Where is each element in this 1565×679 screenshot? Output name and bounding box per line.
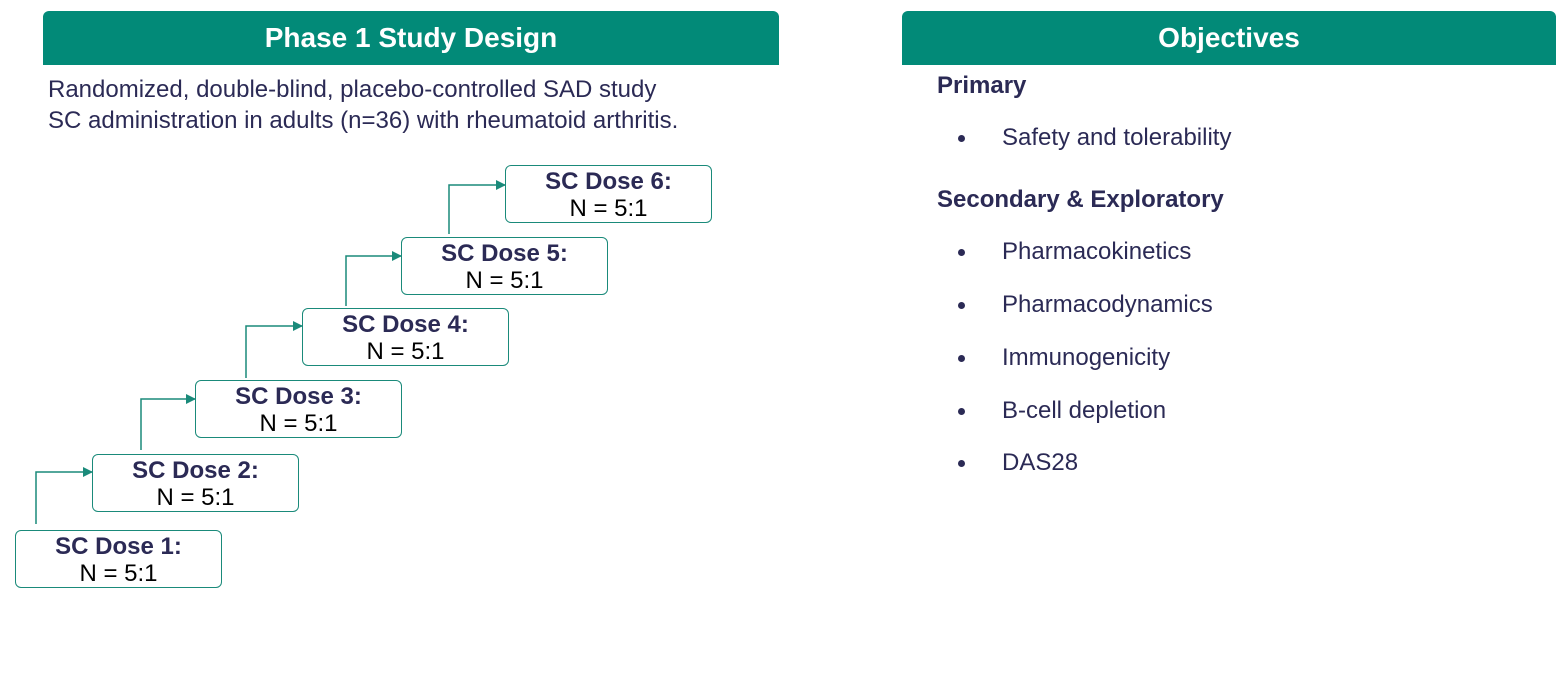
dose-title: SC Dose 2: — [132, 457, 259, 484]
dose-title: SC Dose 6: — [545, 168, 672, 195]
objective-label: DAS28 — [1002, 449, 1079, 476]
dose-ratio: N = 5:1 — [156, 484, 235, 511]
secondary-heading: Secondary & Exploratory — [937, 186, 1224, 213]
dose-box-4 — [302, 308, 509, 366]
primary-heading: Primary — [937, 72, 1027, 99]
dose-title: SC Dose 4: — [342, 311, 469, 338]
connector-2-to-3 — [141, 399, 195, 450]
dose-box-6 — [505, 165, 712, 223]
bullet-icon — [958, 355, 965, 362]
bullet-icon — [958, 460, 965, 467]
connector-5-to-6 — [449, 185, 505, 234]
objective-item — [958, 449, 1078, 477]
dose-box-3 — [195, 380, 402, 438]
study-design-banner: Phase 1 Study Design — [43, 11, 779, 65]
bullet-icon — [958, 249, 965, 256]
objective-item — [958, 291, 1213, 319]
objective-item — [958, 124, 1231, 152]
dose-title: SC Dose 3: — [235, 383, 362, 410]
dose-title: SC Dose 5: — [441, 240, 568, 267]
intro-line-2: SC administration in adults (n=36) with rheumatoid arthritis. — [48, 107, 679, 134]
intro-line-1: Randomized, double-blind, placebo-controlled SAD study — [48, 76, 657, 103]
objective-label: Immunogenicity — [1002, 344, 1171, 371]
objective-label: B-cell depletion — [1002, 397, 1167, 424]
dose-box-2 — [92, 454, 299, 512]
objective-item — [958, 397, 1166, 425]
dose-ratio: N = 5:1 — [366, 338, 445, 365]
objective-item — [958, 344, 1170, 372]
objective-label: Safety and tolerability — [1002, 124, 1232, 151]
dose-box-1 — [15, 530, 222, 588]
connector-3-to-4 — [246, 326, 302, 378]
objectives-banner: Objectives — [902, 11, 1556, 65]
dose-box-5 — [401, 237, 608, 295]
bullet-icon — [958, 408, 965, 415]
dose-ratio: N = 5:1 — [569, 195, 648, 222]
dose-title: SC Dose 1: — [55, 533, 182, 560]
connector-1-to-2 — [36, 472, 92, 524]
bullet-icon — [958, 135, 965, 142]
connector-4-to-5 — [346, 256, 401, 306]
objective-label: Pharmacodynamics — [1002, 291, 1213, 318]
dose-ratio: N = 5:1 — [465, 267, 544, 294]
dose-ratio: N = 5:1 — [259, 410, 338, 437]
dose-ratio: N = 5:1 — [79, 560, 158, 587]
bullet-icon — [958, 302, 965, 309]
objective-item — [958, 238, 1191, 266]
objective-label: Pharmacokinetics — [1002, 238, 1192, 265]
